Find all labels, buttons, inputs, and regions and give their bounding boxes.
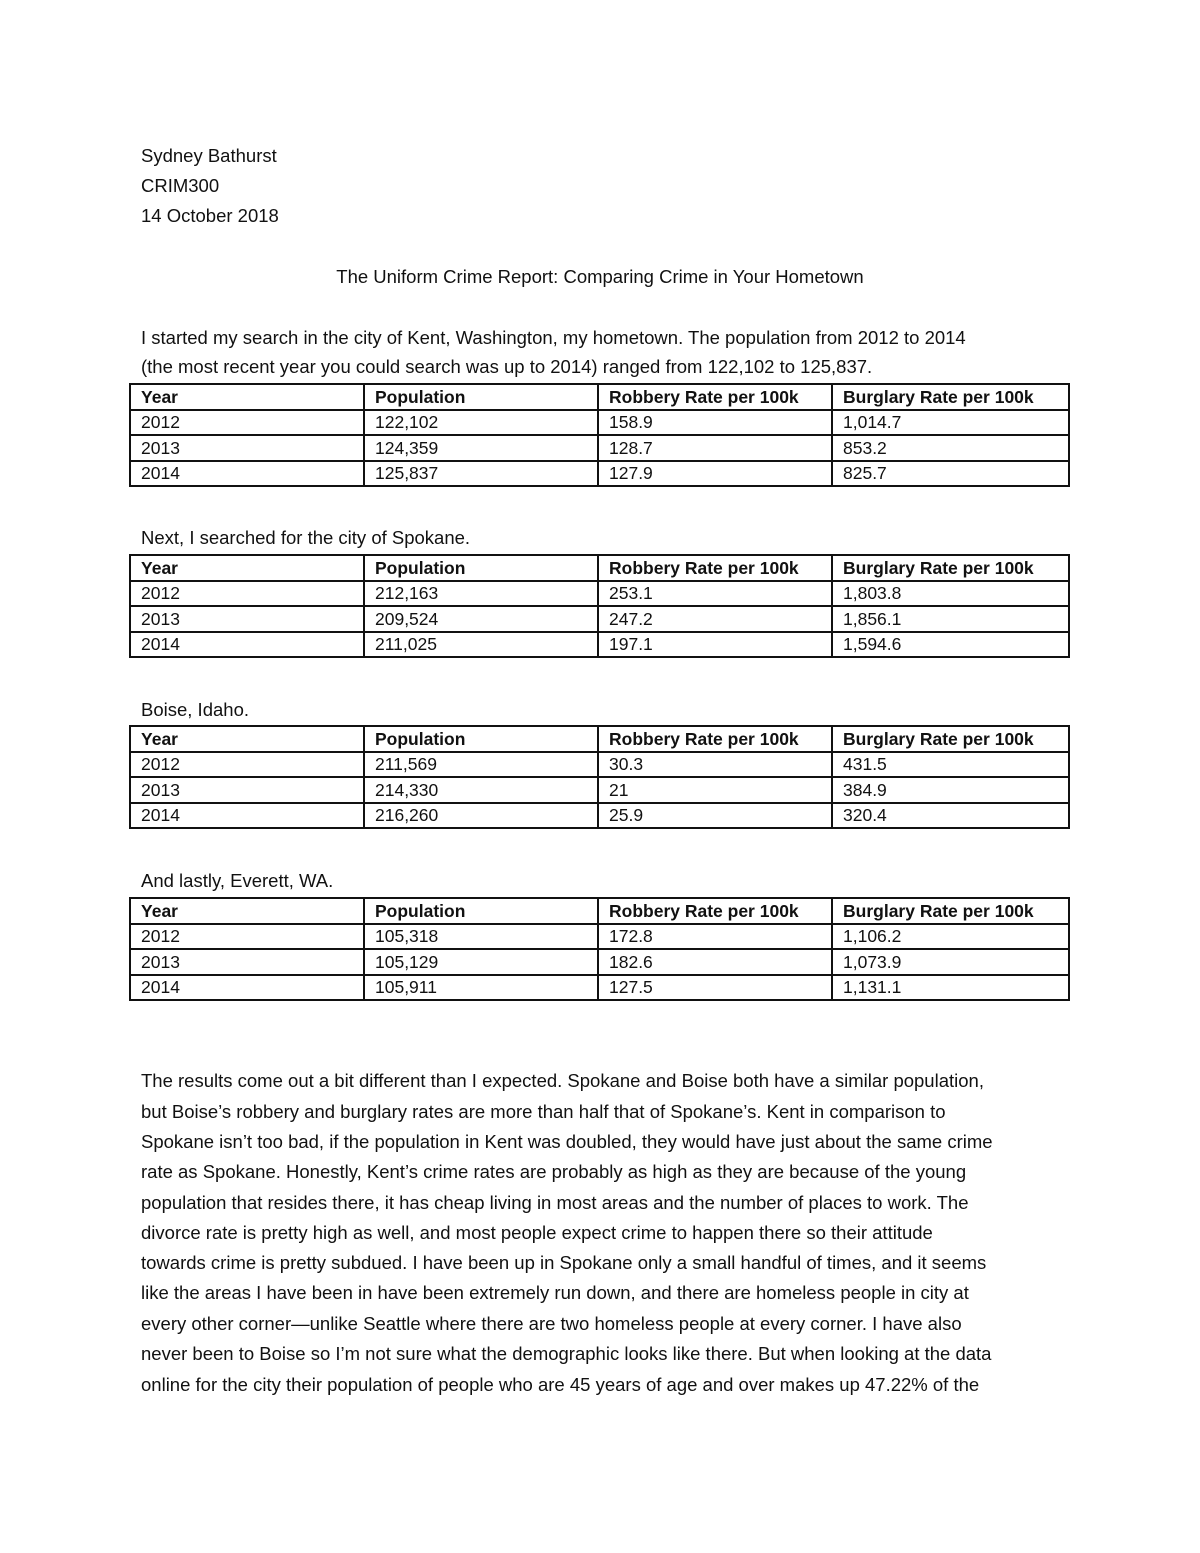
intro-line-2: (the most recent year you could search was up to 2014) ranged from 122,102 to 125,837. xyxy=(141,356,873,377)
table-header-row xyxy=(130,384,1069,410)
table-header-row xyxy=(130,555,1069,581)
conclusion-line-9: every other corner—unlike Seattle where there are two homeless people at every corner. I have also xyxy=(141,1313,962,1334)
robbery-cell: 253.1 xyxy=(598,581,832,607)
table-row xyxy=(130,606,1069,632)
boise-caption: Boise, Idaho. xyxy=(141,699,249,720)
table-row xyxy=(130,752,1069,778)
burglary-cell: 384.9 xyxy=(832,777,1069,803)
burglary-cell: 1,106.2 xyxy=(832,924,1069,950)
robbery-cell: 182.6 xyxy=(598,949,832,975)
course-code: CRIM300 xyxy=(141,175,220,196)
year-cell: 2013 xyxy=(130,777,364,803)
population-header: Population xyxy=(364,555,598,581)
robbery-cell: 128.7 xyxy=(598,435,832,461)
year-cell: 2013 xyxy=(130,435,364,461)
burglary-cell: 825.7 xyxy=(832,461,1069,487)
burglary-header: Burglary Rate per 100k xyxy=(832,555,1069,581)
burglary-cell: 1,803.8 xyxy=(832,581,1069,607)
table-row xyxy=(130,461,1069,487)
year-cell: 2014 xyxy=(130,975,364,1001)
boise-crime-table xyxy=(129,725,1070,829)
year-header: Year xyxy=(130,726,364,752)
burglary-header: Burglary Rate per 100k xyxy=(832,726,1069,752)
robbery-cell: 30.3 xyxy=(598,752,832,778)
population-cell: 212,163 xyxy=(364,581,598,607)
table-row xyxy=(130,949,1069,975)
conclusion-line-8: like the areas I have been in have been extremely run down, and there are homeless people in city at xyxy=(141,1282,969,1303)
conclusion-line-3: Spokane isn’t too bad, if the population in Kent was doubled, they would have just about the same crime xyxy=(141,1131,993,1152)
population-cell: 105,318 xyxy=(364,924,598,950)
robbery-cell: 197.1 xyxy=(598,632,832,658)
table-row xyxy=(130,632,1069,658)
year-cell: 2012 xyxy=(130,410,364,436)
year-header: Year xyxy=(130,898,364,924)
burglary-header: Burglary Rate per 100k xyxy=(832,384,1069,410)
conclusion-line-2: but Boise’s robbery and burglary rates are more than half that of Spokane’s. Kent in comparison to xyxy=(141,1101,946,1122)
conclusion-line-11: online for the city their population of people who are 45 years of age and over makes up 47.22% of the xyxy=(141,1374,980,1395)
author-name: Sydney Bathurst xyxy=(141,145,277,166)
conclusion-line-7: towards crime is pretty subdued. I have been up in Spokane only a small handful of times, and it seems xyxy=(141,1252,987,1273)
spokane-crime-table xyxy=(129,554,1070,658)
table-header-row xyxy=(130,898,1069,924)
population-cell: 125,837 xyxy=(364,461,598,487)
robbery-cell: 25.9 xyxy=(598,803,832,829)
table-row xyxy=(130,581,1069,607)
table-row xyxy=(130,924,1069,950)
burglary-cell: 1,131.1 xyxy=(832,975,1069,1001)
robbery-header: Robbery Rate per 100k xyxy=(598,384,832,410)
population-cell: 214,330 xyxy=(364,777,598,803)
table-header-row xyxy=(130,726,1069,752)
everett-crime-table xyxy=(129,897,1070,1001)
population-header: Population xyxy=(364,898,598,924)
robbery-header: Robbery Rate per 100k xyxy=(598,726,832,752)
conclusion-line-4: rate as Spokane. Honestly, Kent’s crime rates are probably as high as they are because of the young xyxy=(141,1161,967,1182)
burglary-header: Burglary Rate per 100k xyxy=(832,898,1069,924)
kent-crime-table xyxy=(129,383,1070,487)
robbery-header: Robbery Rate per 100k xyxy=(598,555,832,581)
year-cell: 2013 xyxy=(130,606,364,632)
year-cell: 2014 xyxy=(130,803,364,829)
year-cell: 2012 xyxy=(130,924,364,950)
robbery-cell: 21 xyxy=(598,777,832,803)
conclusion-line-10: never been to Boise so I’m not sure what the demographic looks like there. But when looking at the data xyxy=(141,1343,992,1364)
robbery-cell: 172.8 xyxy=(598,924,832,950)
population-header: Population xyxy=(364,726,598,752)
table-row xyxy=(130,777,1069,803)
robbery-cell: 127.9 xyxy=(598,461,832,487)
table-row xyxy=(130,803,1069,829)
document-title: The Uniform Crime Report: Comparing Crime in Your Hometown xyxy=(336,266,864,287)
date-line: 14 October 2018 xyxy=(141,205,279,226)
population-cell: 122,102 xyxy=(364,410,598,436)
population-cell: 211,025 xyxy=(364,632,598,658)
robbery-cell: 247.2 xyxy=(598,606,832,632)
year-cell: 2013 xyxy=(130,949,364,975)
conclusion-line-6: divorce rate is pretty high as well, and most people expect crime to happen there so their attitude xyxy=(141,1222,933,1243)
population-cell: 105,129 xyxy=(364,949,598,975)
population-cell: 105,911 xyxy=(364,975,598,1001)
conclusion-line-5: population that resides there, it has cheap living in most areas and the number of places to work. The xyxy=(141,1192,969,1213)
year-cell: 2012 xyxy=(130,752,364,778)
population-cell: 209,524 xyxy=(364,606,598,632)
everett-caption: And lastly, Everett, WA. xyxy=(141,870,334,891)
intro-line-1: I started my search in the city of Kent, Washington, my hometown. The population from 2012 to 2014 xyxy=(141,327,966,348)
table-row xyxy=(130,975,1069,1001)
burglary-cell: 1,856.1 xyxy=(832,606,1069,632)
year-header: Year xyxy=(130,384,364,410)
burglary-cell: 1,073.9 xyxy=(832,949,1069,975)
year-header: Year xyxy=(130,555,364,581)
year-cell: 2014 xyxy=(130,632,364,658)
burglary-cell: 853.2 xyxy=(832,435,1069,461)
conclusion-line-1: The results come out a bit different than I expected. Spokane and Boise both have a similar population, xyxy=(141,1070,984,1091)
table-row xyxy=(130,410,1069,436)
year-cell: 2014 xyxy=(130,461,364,487)
population-cell: 124,359 xyxy=(364,435,598,461)
population-cell: 211,569 xyxy=(364,752,598,778)
spokane-caption: Next, I searched for the city of Spokane. xyxy=(141,527,471,548)
robbery-cell: 127.5 xyxy=(598,975,832,1001)
robbery-cell: 158.9 xyxy=(598,410,832,436)
population-header: Population xyxy=(364,384,598,410)
table-row xyxy=(130,435,1069,461)
burglary-cell: 1,594.6 xyxy=(832,632,1069,658)
burglary-cell: 320.4 xyxy=(832,803,1069,829)
year-cell: 2012 xyxy=(130,581,364,607)
burglary-cell: 431.5 xyxy=(832,752,1069,778)
burglary-cell: 1,014.7 xyxy=(832,410,1069,436)
population-cell: 216,260 xyxy=(364,803,598,829)
robbery-header: Robbery Rate per 100k xyxy=(598,898,832,924)
